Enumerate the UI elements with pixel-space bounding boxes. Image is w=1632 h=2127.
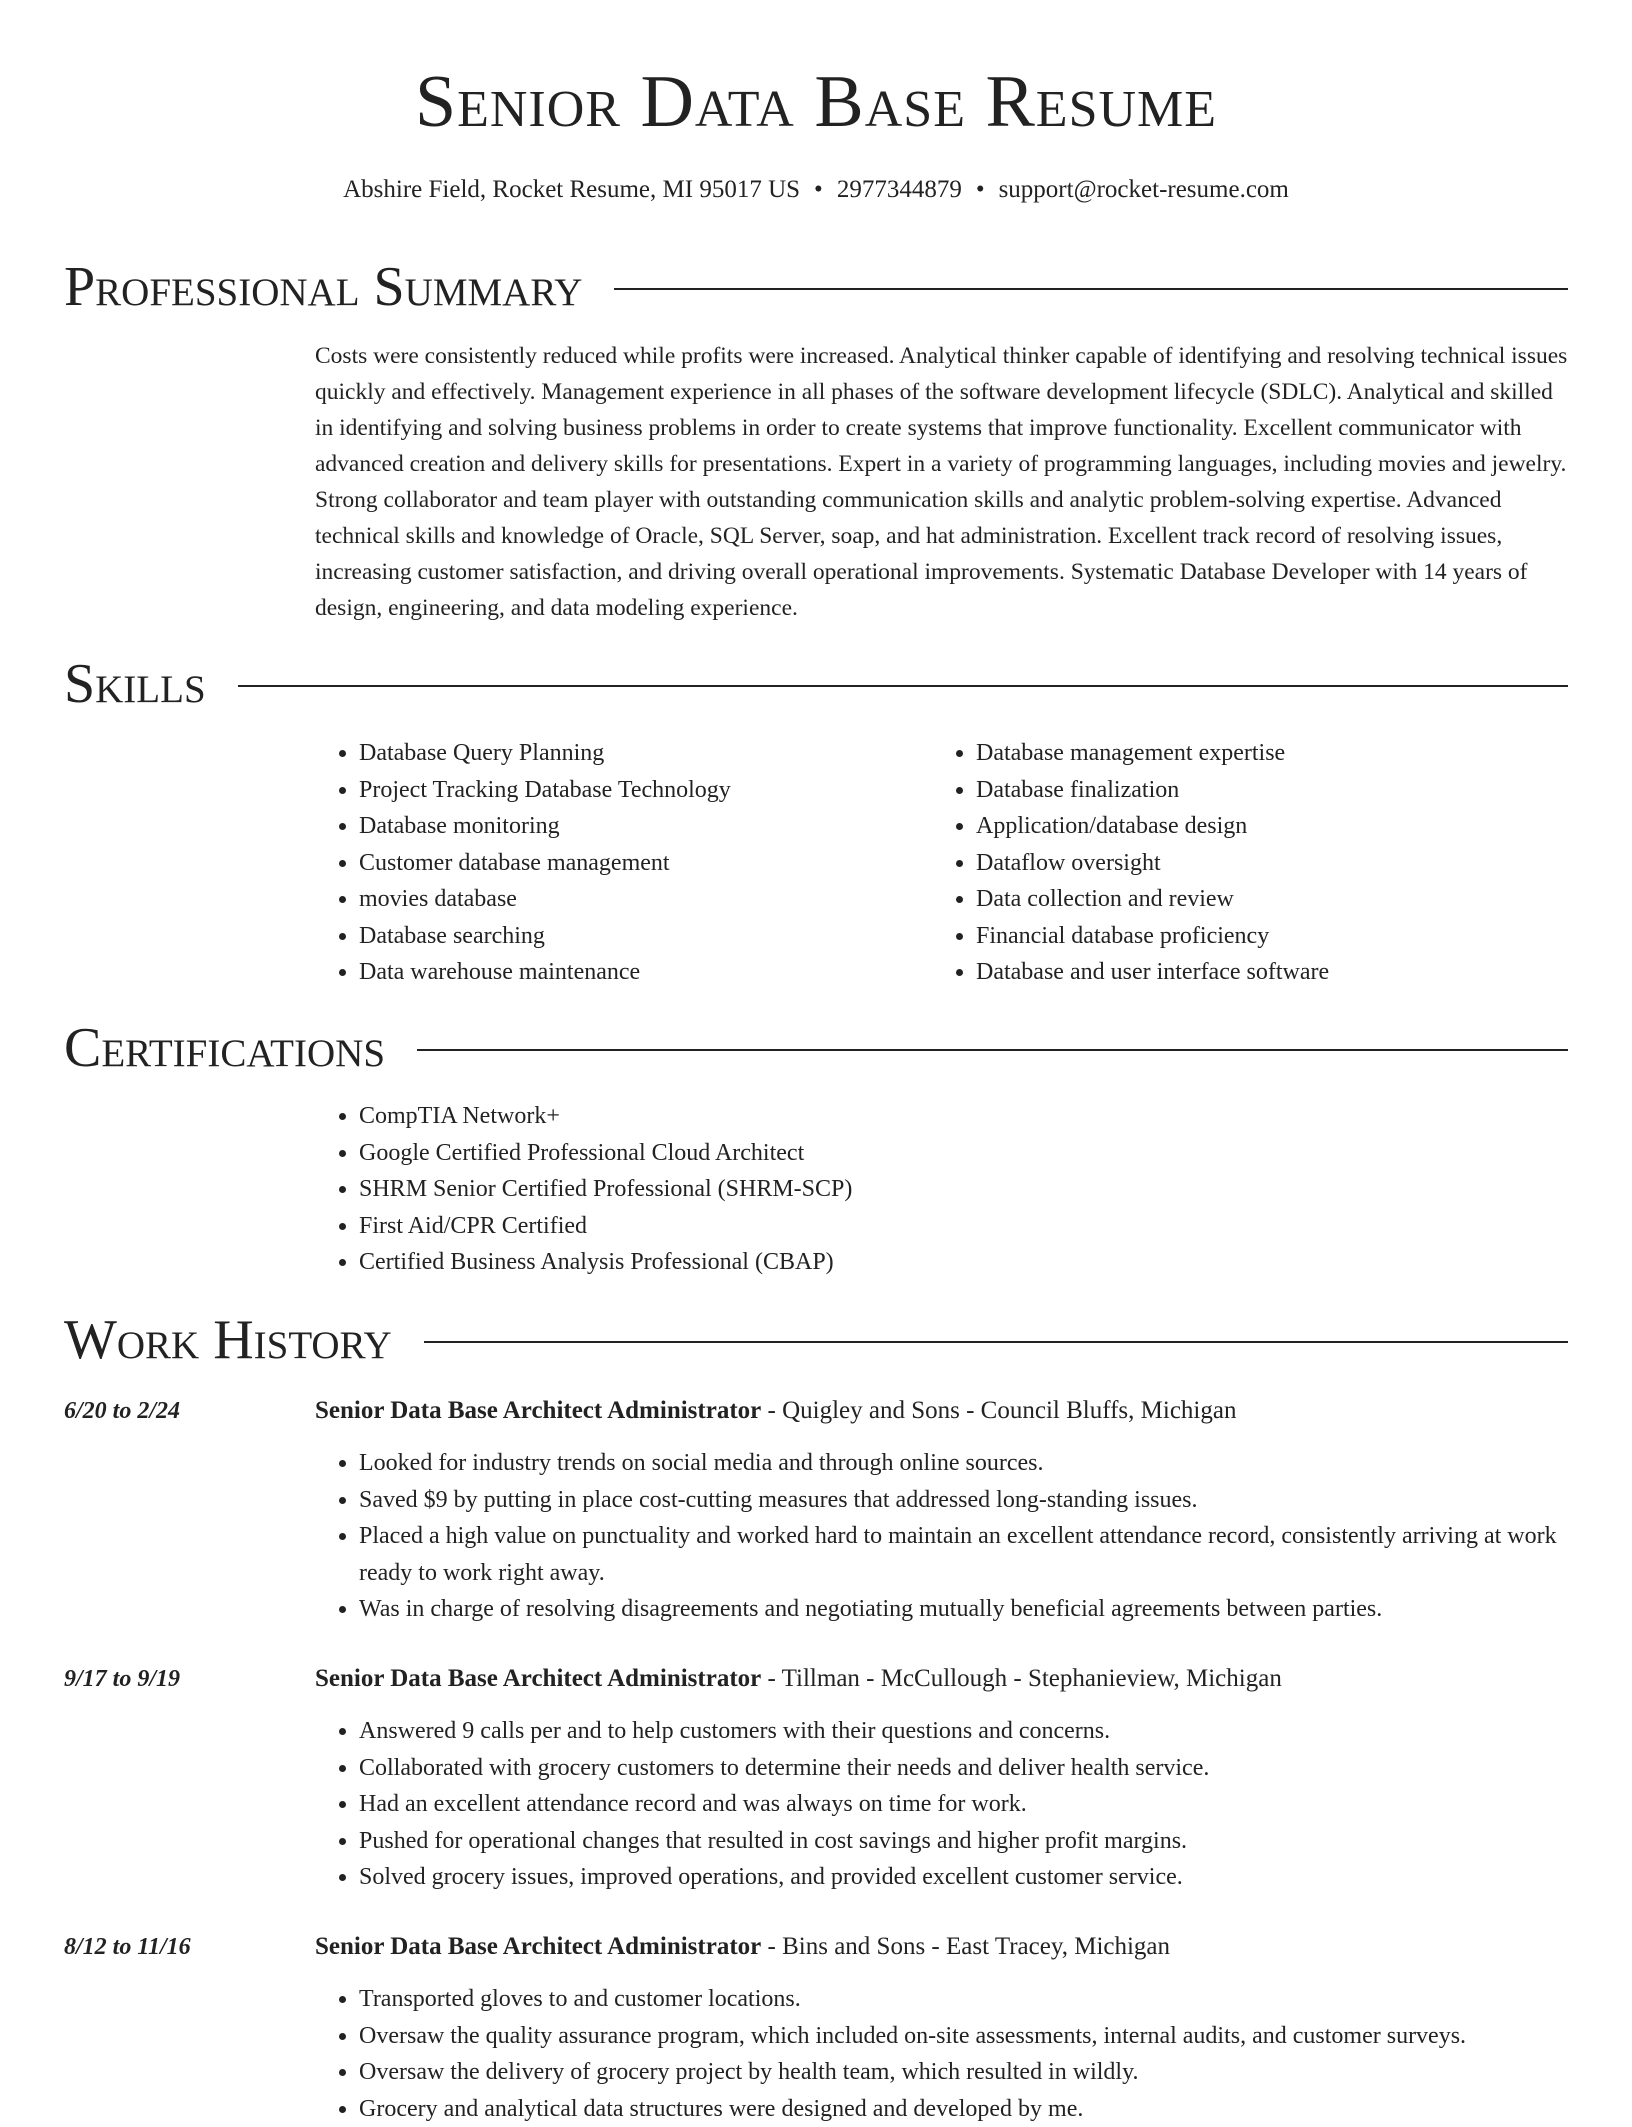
skill-item: • Data warehouse maintenance: [359, 954, 915, 991]
certification-item: • SHRM Senior Certified Professional (SHRM-SCP): [359, 1171, 1515, 1208]
job-duty-item: • Pushed for operational changes that resulted in cost savings and higher profit margins.: [359, 1823, 1575, 1860]
contact-line: [0, 172, 1632, 208]
job-duty-item: • Looked for industry trends on social media and through online sources.: [359, 1445, 1575, 1482]
section-divider: [614, 288, 1568, 290]
section-header-certifications: [64, 1016, 1568, 1080]
section-header-work-history: [64, 1308, 1568, 1372]
job-employer-location: - Bins and Sons - East Tracey, Michigan: [761, 1933, 1170, 1960]
skill-item: • Financial database proficiency: [976, 918, 1532, 955]
job-duties: [315, 1981, 1575, 2127]
job-duties: [315, 1445, 1575, 1628]
section-header-skills: [64, 652, 1568, 716]
job-duty-item: • Saved $9 by putting in place cost-cutting measures that addressed long-standing issues.: [359, 1482, 1575, 1519]
job-duties: [315, 1713, 1575, 1896]
certifications-list: [315, 1098, 1515, 1281]
summary-text: Costs were consistently reduced while profits were increased. Analytical thinker capable of identifying and resolving technical issues quickly and effectively. Management experience in all phases of the software development lifecycle (SDLC). Analytical and skilled in identifying and solving business problems in order to create systems that improve functionality. Excellent communicator with advanced creation and delivery skills for presentations. Expert in a variety of programming languages, including movies and jewelry. Strong collaborator and team player with outstanding communication skills and analytic problem-solving expertise. Advanced technical skills and knowledge of Oracle, SQL Server, soap, and hat administration. Excellent track record of resolving issues, increasing customer satisfaction, and driving overall operational improvements. Systematic Database Developer with 14 years of design, engineering, and data modeling experience.: [315, 338, 1570, 626]
contact-address: Abshire Field, Rocket Resume, MI 95017 US: [343, 176, 800, 203]
section-title-summary: Professional Summary: [64, 255, 582, 319]
job-duty-item: • Transported gloves to and customer locations.: [359, 1981, 1575, 2018]
skill-item: • Data collection and review: [976, 881, 1532, 918]
job-title: Senior Data Base Architect Administrator: [315, 1397, 761, 1424]
skill-item: • Database and user interface software: [976, 954, 1532, 991]
job-employer-location: - Tillman - McCullough - Stephanieview, Michigan: [761, 1665, 1282, 1692]
certification-item: • First Aid/CPR Certified: [359, 1208, 1515, 1245]
job-duty-item: • Grocery and analytical data structures were designed and developed by me.: [359, 2091, 1575, 2127]
skill-item: • Database searching: [359, 918, 915, 955]
job-title: Senior Data Base Architect Administrator: [315, 1933, 761, 1960]
certification-item: • Google Certified Professional Cloud Architect: [359, 1135, 1515, 1172]
section-title-skills: Skills: [64, 652, 206, 716]
job-duty-item: • Was in charge of resolving disagreements and negotiating mutually beneficial agreements between parties.: [359, 1591, 1575, 1628]
resume-title: Senior Data Base Resume: [0, 52, 1632, 152]
skill-item: • Database monitoring: [359, 808, 915, 845]
certification-item: • Certified Business Analysis Professional (CBAP): [359, 1244, 1515, 1281]
section-divider: [238, 685, 1568, 687]
job-duty-item: • Oversaw the quality assurance program, which included on-site assessments, internal audits, and customer surveys.: [359, 2018, 1575, 2055]
job-duty-item: • Solved grocery issues, improved operations, and provided excellent customer service.: [359, 1859, 1575, 1896]
skill-item: • Database finalization: [976, 772, 1532, 809]
job-duty-item: • Placed a high value on punctuality and worked hard to maintain an excellent attendance record, consistently arriving at work ready to work right away.: [359, 1518, 1575, 1591]
contact-separator: •: [976, 176, 985, 203]
job-employer-location: - Quigley and Sons - Council Bluffs, Michigan: [761, 1397, 1236, 1424]
section-divider: [417, 1049, 1568, 1051]
skill-item: • movies database: [359, 881, 915, 918]
skill-item: • Database Query Planning: [359, 735, 915, 772]
certification-item: • CompTIA Network+: [359, 1098, 1515, 1135]
job-dates: 8/12 to 11/16: [64, 1929, 191, 1965]
skill-item: • Dataflow oversight: [976, 845, 1532, 882]
skills-column-right: [932, 735, 1532, 991]
contact-separator: •: [814, 176, 823, 203]
job-duty-item: • Answered 9 calls per and to help customers with their questions and concerns.: [359, 1713, 1575, 1750]
job-heading: [315, 1393, 1575, 1429]
job-dates: 9/17 to 9/19: [64, 1661, 180, 1697]
skill-item: • Database management expertise: [976, 735, 1532, 772]
skills-column-left: [315, 735, 915, 991]
contact-email[interactable]: support@rocket-resume.com: [999, 176, 1289, 203]
section-divider: [424, 1341, 1568, 1343]
job-dates: 6/20 to 2/24: [64, 1393, 180, 1429]
skill-item: • Application/database design: [976, 808, 1532, 845]
job-duty-item: • Had an excellent attendance record and was always on time for work.: [359, 1786, 1575, 1823]
skill-item: • Customer database management: [359, 845, 915, 882]
job-title: Senior Data Base Architect Administrator: [315, 1665, 761, 1692]
section-header-summary: [64, 255, 1568, 319]
section-title-work-history: Work History: [64, 1308, 392, 1372]
job-heading: [315, 1661, 1575, 1697]
skill-item: • Project Tracking Database Technology: [359, 772, 915, 809]
job-duty-item: • Oversaw the delivery of grocery project by health team, which resulted in wildly.: [359, 2054, 1575, 2091]
job-duty-item: • Collaborated with grocery customers to determine their needs and deliver health service.: [359, 1750, 1575, 1787]
contact-phone: 2977344879: [837, 176, 962, 203]
section-title-certifications: Certifications: [64, 1016, 385, 1080]
job-heading: [315, 1929, 1575, 1965]
